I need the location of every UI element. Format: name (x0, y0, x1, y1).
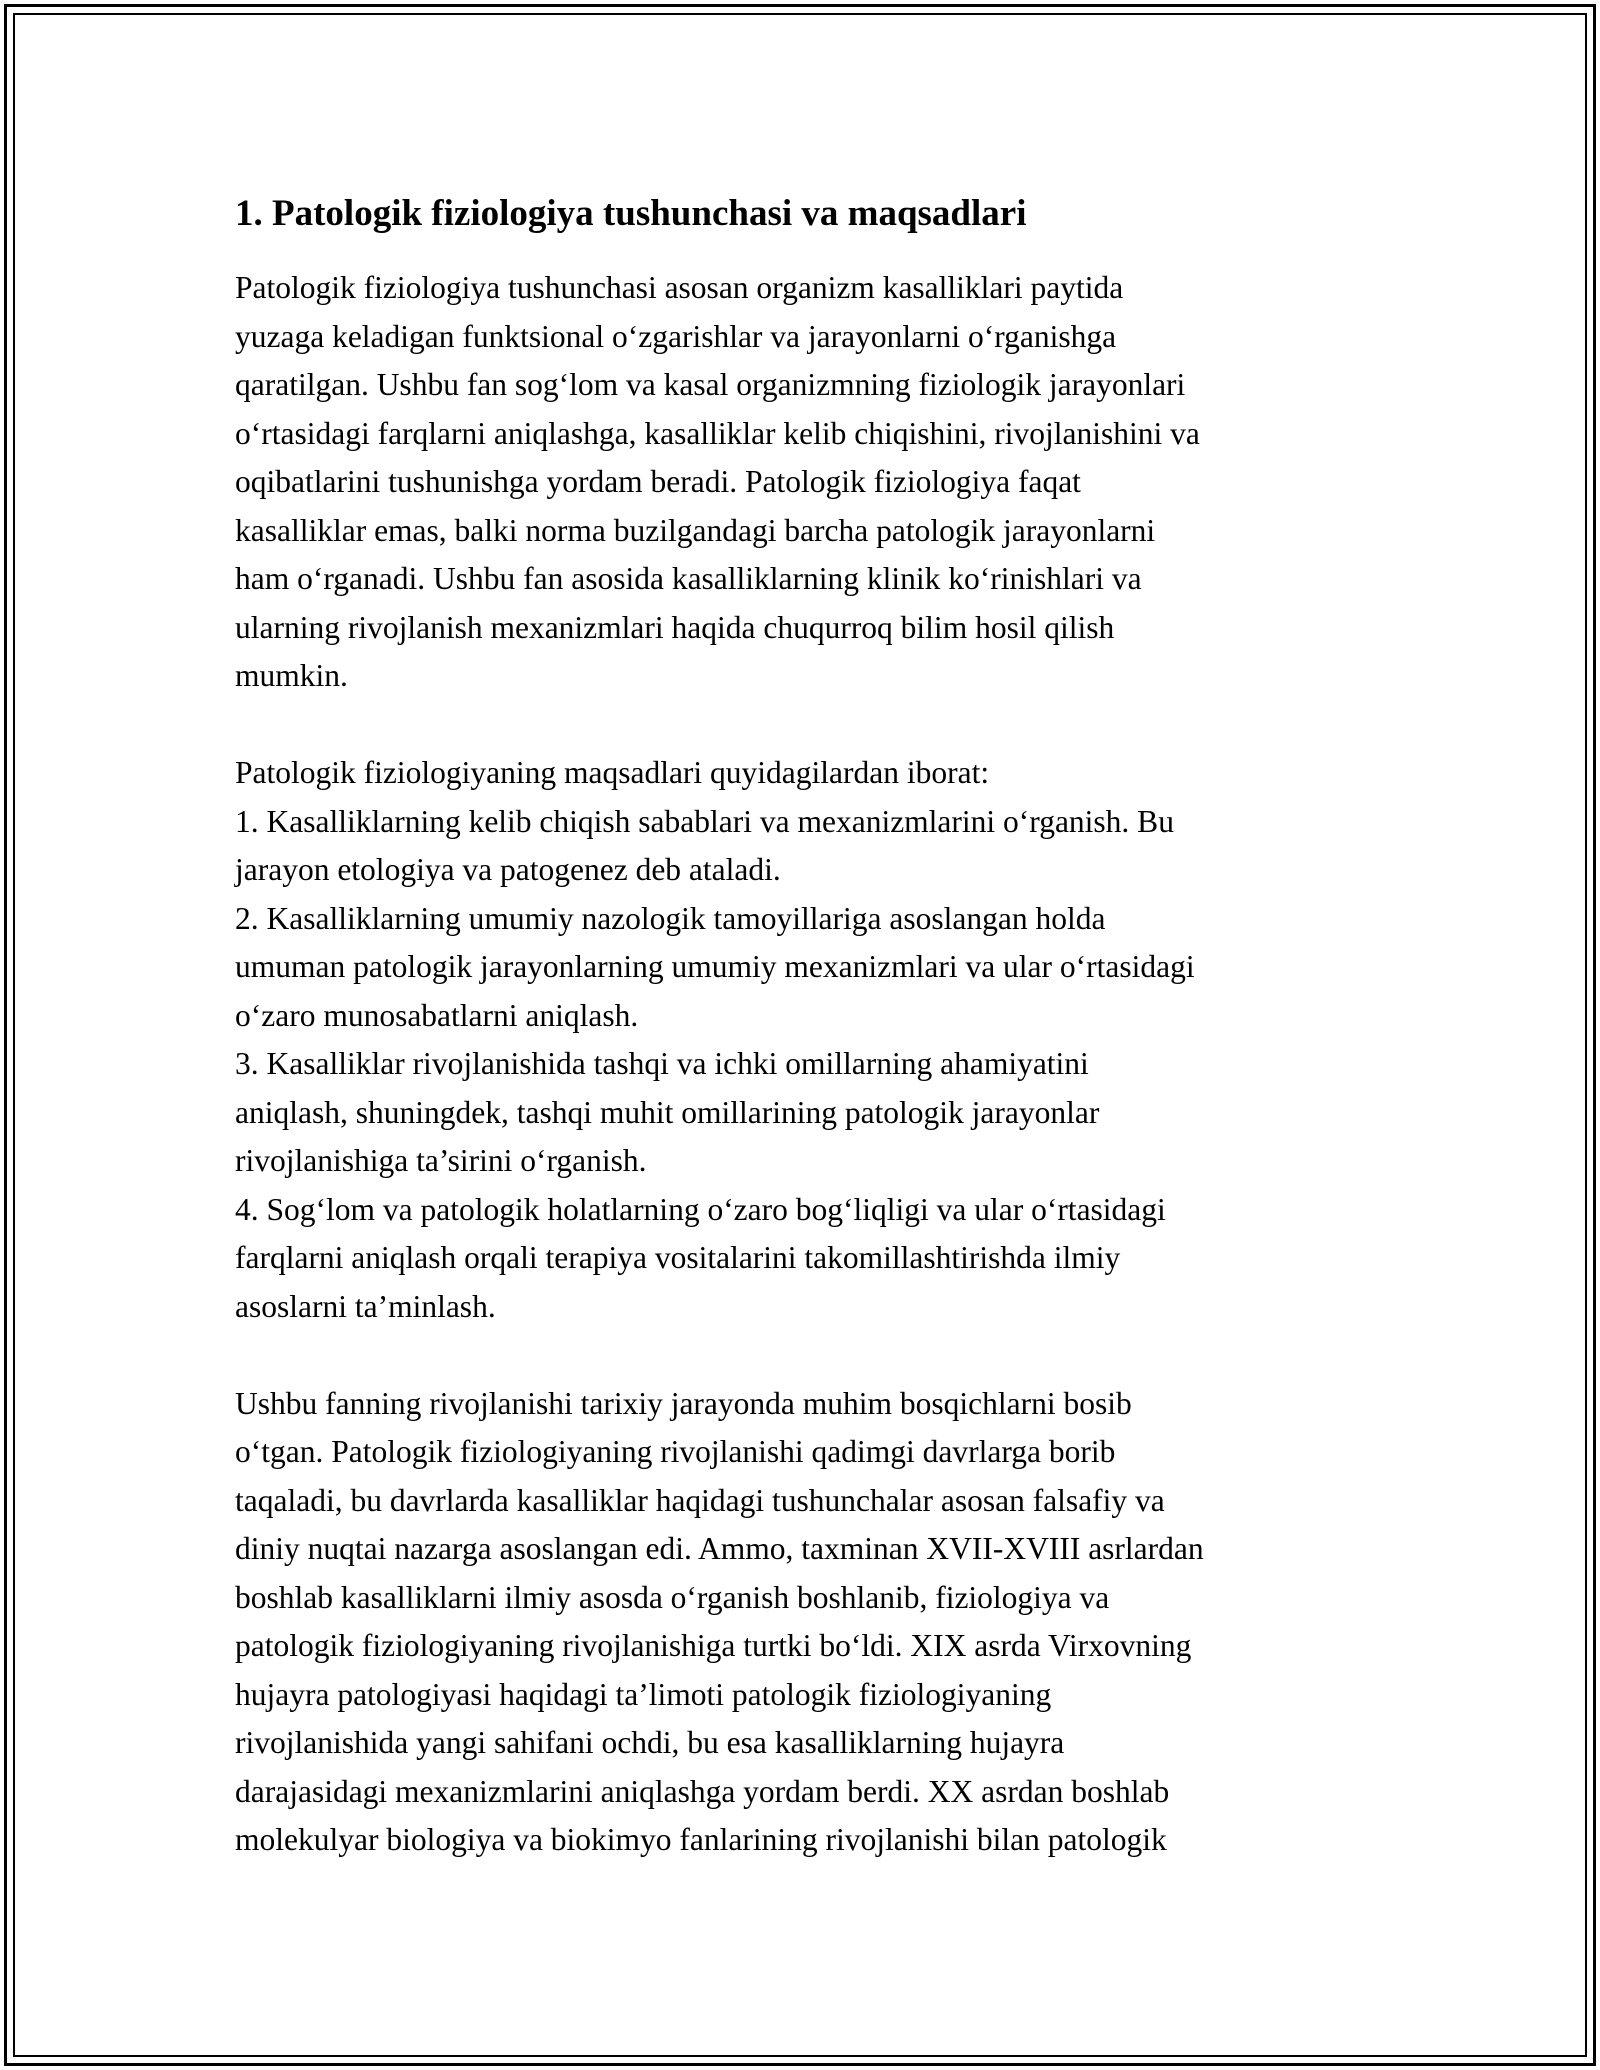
text-line: mumkin. (235, 658, 348, 693)
paragraph-definition (235, 264, 1375, 701)
text-line: ham o‘rganadi. Ushbu fan asosida kasalliklarning klinik ko‘rinishlari va (235, 561, 1142, 596)
text-line: Patologik fiziologiya tushunchasi asosan organizm kasalliklari paytida (235, 270, 1124, 305)
document-body (235, 190, 1375, 1865)
text-line: diniy nuqtai nazarga asoslangan edi. Ammo, taxminan XVII-XVIII asrlardan (235, 1531, 1204, 1566)
text-line: jarayon etologiya va patogenez deb ataladi. (235, 852, 781, 887)
text-line: yuzaga keladigan funktsional o‘zgarishlar va jarayonlarni o‘rganishga (235, 318, 1117, 354)
text-line: molekulyar biologiya va biokimyo fanlarining rivojlanishi bilan patologik (235, 1822, 1167, 1857)
text-line: taqaladi, bu davrlarda kasalliklar haqidagi tushunchalar asosan falsafiy va (235, 1482, 1165, 1518)
list-item: 4. Sog‘lom va patologik holatlarning o‘zaro bog‘liqligi va ular o‘rtasidagi (235, 1191, 1166, 1227)
text-line: rivojlanishiga ta’sirini o‘rganish. (235, 1143, 647, 1178)
text-line: oqibatlarini tushunishga yordam beradi. Patologik fiziologiya faqat (235, 464, 1081, 499)
text-line: Ushbu fanning rivojlanishi tarixiy jarayonda muhim bosqichlarni bosib (235, 1385, 1132, 1421)
list-item: 3. Kasalliklar rivojlanishida tashqi va ichki omillarning ahamiyatini (235, 1046, 1089, 1081)
list-item: 1. Kasalliklarning kelib chiqish sabablari va mexanizmlarini o‘rganish. Bu (235, 803, 1174, 839)
text-line: darajasidagi mexanizmlarini aniqlashga yordam berdi. XX asrdan boshlab (235, 1773, 1170, 1809)
paragraph-spacer (235, 701, 1375, 750)
list-item: 2. Kasalliklarning umumiy nazologik tamoyillariga asoslangan holda (235, 900, 1106, 936)
text-line: o‘tgan. Patologik fiziologiyaning rivojlanishi qadimgi davrlarga borib (235, 1434, 1116, 1469)
text-line: Patologik fiziologiyaning maqsadlari quyidagilardan iborat: (235, 755, 990, 790)
text-line: boshlab kasalliklarni ilmiy asosda o‘rganish boshlanib, fiziologiya va (235, 1579, 1110, 1615)
text-line: ularning rivojlanish mexanizmlari haqida chuqurroq bilim hosil qilish (235, 609, 1115, 645)
paragraph-spacer (235, 1331, 1375, 1380)
paragraph-history (235, 1380, 1375, 1865)
text-line: o‘rtasidagi farqlarni aniqlashga, kasalliklar kelib chiqishini, rivojlanishini va (235, 415, 1200, 451)
text-line: hujayra patologiyasi haqidagi ta’limoti patologik fiziologiyaning (235, 1676, 1052, 1712)
text-line: umuman patologik jarayonlarning umumiy mexanizmlari va ular o‘rtasidagi (235, 949, 1195, 984)
text-line: qaratilgan. Ushbu fan sog‘lom va kasal organizmning fiziologik jarayonlari (235, 367, 1186, 402)
section-heading: 1. Patologik fiziologiya tushunchasi va maqsadlari (235, 193, 1027, 234)
text-line: rivojlanishida yangi sahifani ochdi, bu esa kasalliklarning hujayra (235, 1725, 1065, 1760)
text-line: aniqlash, shuningdek, tashqi muhit omillarining patologik jarayonlar (235, 1094, 1100, 1130)
text-line: patologik fiziologiyaning rivojlanishiga turtki bo‘ldi. XIX asrda Virxovning (235, 1628, 1192, 1663)
paragraph-goals (235, 749, 1375, 1331)
text-line: asoslarni ta’minlash. (235, 1288, 496, 1324)
text-line: o‘zaro munosabatlarni aniqlash. (235, 997, 639, 1033)
text-line: kasalliklar emas, balki norma buzilgandagi barcha patologik jarayonlarni (235, 512, 1156, 548)
text-line: farqlarni aniqlash orqali terapiya vositalarini takomillashtirishda ilmiy (235, 1240, 1121, 1275)
